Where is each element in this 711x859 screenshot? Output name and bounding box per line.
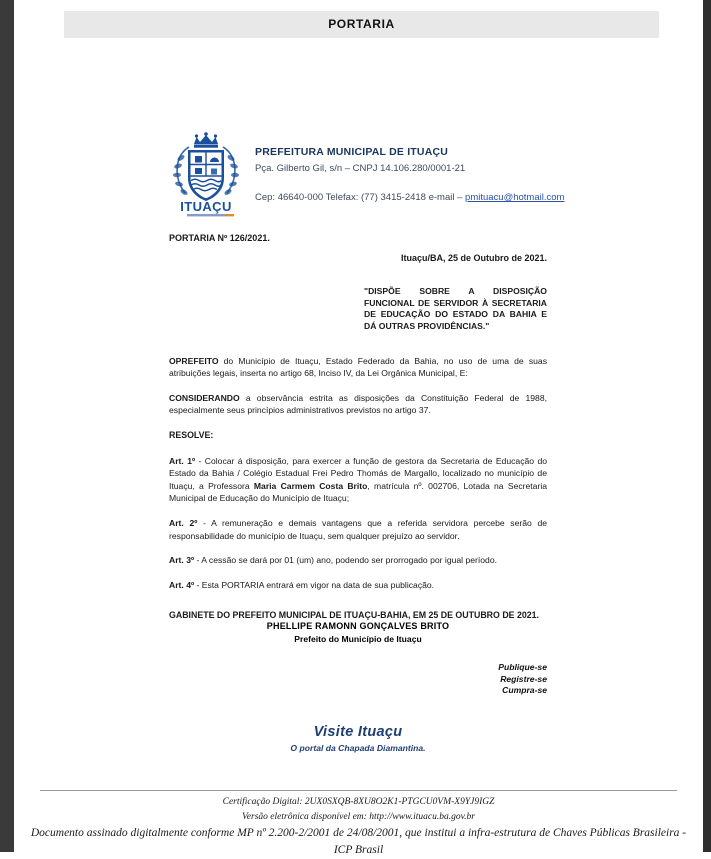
- preamble-text: do Município de Ituaçu, Estado Federado da Bahia, no uso de uma de suas atribuições legais, inserta no artigo 68, Inciso IV, da Lei Orgânica Municipal, E:: [169, 355, 547, 379]
- visit-banner: [169, 724, 547, 753]
- considerando-lead: CONSIDERANDO: [169, 392, 240, 403]
- certification-footer: [28, 795, 689, 859]
- preamble-lead: OPREFEITO: [169, 355, 219, 366]
- article-3: [169, 554, 547, 567]
- visit-banner-title: Visite Ituaçu: [313, 724, 403, 740]
- article-4-lead: Art. 4º: [169, 579, 195, 590]
- viewer-right-chrome: [703, 0, 711, 852]
- email-link[interactable]: pmituacu@hotmail.com: [465, 192, 565, 203]
- article-4-text: - Esta PORTARIA entrará em vigor na data de sua publicação.: [194, 579, 435, 590]
- coat-of-arms-icon: [169, 131, 243, 219]
- despacho-publique: Publique-se: [498, 662, 547, 672]
- organization-contact: [255, 191, 585, 205]
- signature-block: [169, 620, 547, 646]
- article-1: [169, 455, 547, 505]
- letterhead-text: [255, 145, 585, 205]
- gabinete-line: GABINETE DO PREFEITO MUNICIPAL DE ITUAÇU-BAHIA, EM 25 DE OUTUBRO DE 2021.: [169, 610, 540, 621]
- document-page: [14, 0, 703, 856]
- article-4: [169, 579, 547, 592]
- article-1-text-part1: - Colocar á disposição, para exercer a função de gestora da Secretaria de Educação do Estado da Bahia / Colégio Estadual Frei Pedro Thomás de Margallo, localizado no município de Ituaçu, a Professora: [169, 455, 548, 491]
- visit-banner-subtitle: O portal da Chapada Diamantina.: [290, 743, 426, 753]
- article-1-text-part2: , matrícula nº. 002706, Lotada na Secretaria Municipal de Educação do Município de Ituaçu;: [169, 480, 548, 504]
- article-3-lead: Art. 3º: [169, 555, 195, 566]
- resolve-label: RESOLVE:: [169, 429, 214, 440]
- despacho-block: [169, 662, 547, 697]
- place-and-date: Ituaçu/BA, 25 de Outubro de 2021.: [400, 252, 547, 263]
- considerando-paragraph: [169, 392, 547, 417]
- viewer-left-chrome: [0, 0, 14, 852]
- article-2: [169, 517, 547, 542]
- article-2-lead: Art. 2º: [169, 517, 198, 528]
- certification-url-line: Versão eletrônica disponível em: http://www.ituacu.ba.gov.br: [242, 812, 475, 822]
- document-body: [169, 232, 547, 622]
- svg-text:ITUAÇU: ITUAÇU: [180, 199, 232, 214]
- preamble-paragraph: [169, 355, 547, 380]
- article-1-servidora-name: Maria Carmem Costa Brito: [253, 480, 368, 491]
- despacho-registre: Registre-se: [500, 673, 547, 684]
- header-band-title: PORTARIA: [328, 17, 395, 31]
- certification-legal-line: Documento assinado digitalmente conforme MP nº 2.200-2/2001 de 24/08/2001, que institui a infra-estrutura de Chaves Públicas Brasileira - ICP Brasil: [30, 827, 687, 856]
- despacho-cumpra: Cumpra-se: [502, 685, 547, 695]
- contact-prefix: Cep: 46640-000 Telefax: (77) 3415-2418 e-mail –: [255, 192, 466, 203]
- organization-address: Pça. Gilberto Gil, s/n – CNPJ 14.106.280/0001-21: [255, 163, 466, 174]
- letterhead: [169, 131, 589, 221]
- signatory-name: PHELLIPE RAMONN GONÇALVES BRITO: [266, 621, 450, 631]
- considerando-text: a observância estrita as disposições da Constituição Federal de 1988, especialmente seus princípios administrativos previstos no artigo 37.: [169, 392, 547, 416]
- certification-code: Certificação Digital: 2UX0SXQB-8XU8O2K1-PTGCU0VM-X9YJ9IGZ: [222, 797, 495, 807]
- organization-name: PREFEITURA MUNICIPAL DE ITUAÇU: [255, 146, 449, 158]
- article-2-text: - A remuneração e demais vantagens que a referida servidora percebe serão de responsabilidade do município de Ituaçu, sem qualquer prejuízo ao servidor.: [169, 517, 547, 541]
- signatory-role: Prefeito do Município de Ituaçu: [294, 634, 422, 644]
- article-3-text: - A cessão se dará por 01 (um) ano, podendo ser prorrogado por igual período.: [194, 555, 497, 566]
- footer-divider: [40, 790, 677, 791]
- portaria-number: PORTARIA Nº 126/2021.: [169, 233, 270, 243]
- ementa-summary: "DISPÕE SOBRE A DISPOSIÇÃO FUNCIONAL DE SERVIDOR À SECRETARIA DE EDUCAÇÃO DO ESTADO DA BAHIA E DÁ OUTRAS PROVIDÊNCIAS.": [364, 286, 547, 331]
- header-band: [64, 11, 659, 38]
- article-1-lead: Art. 1º: [169, 455, 196, 466]
